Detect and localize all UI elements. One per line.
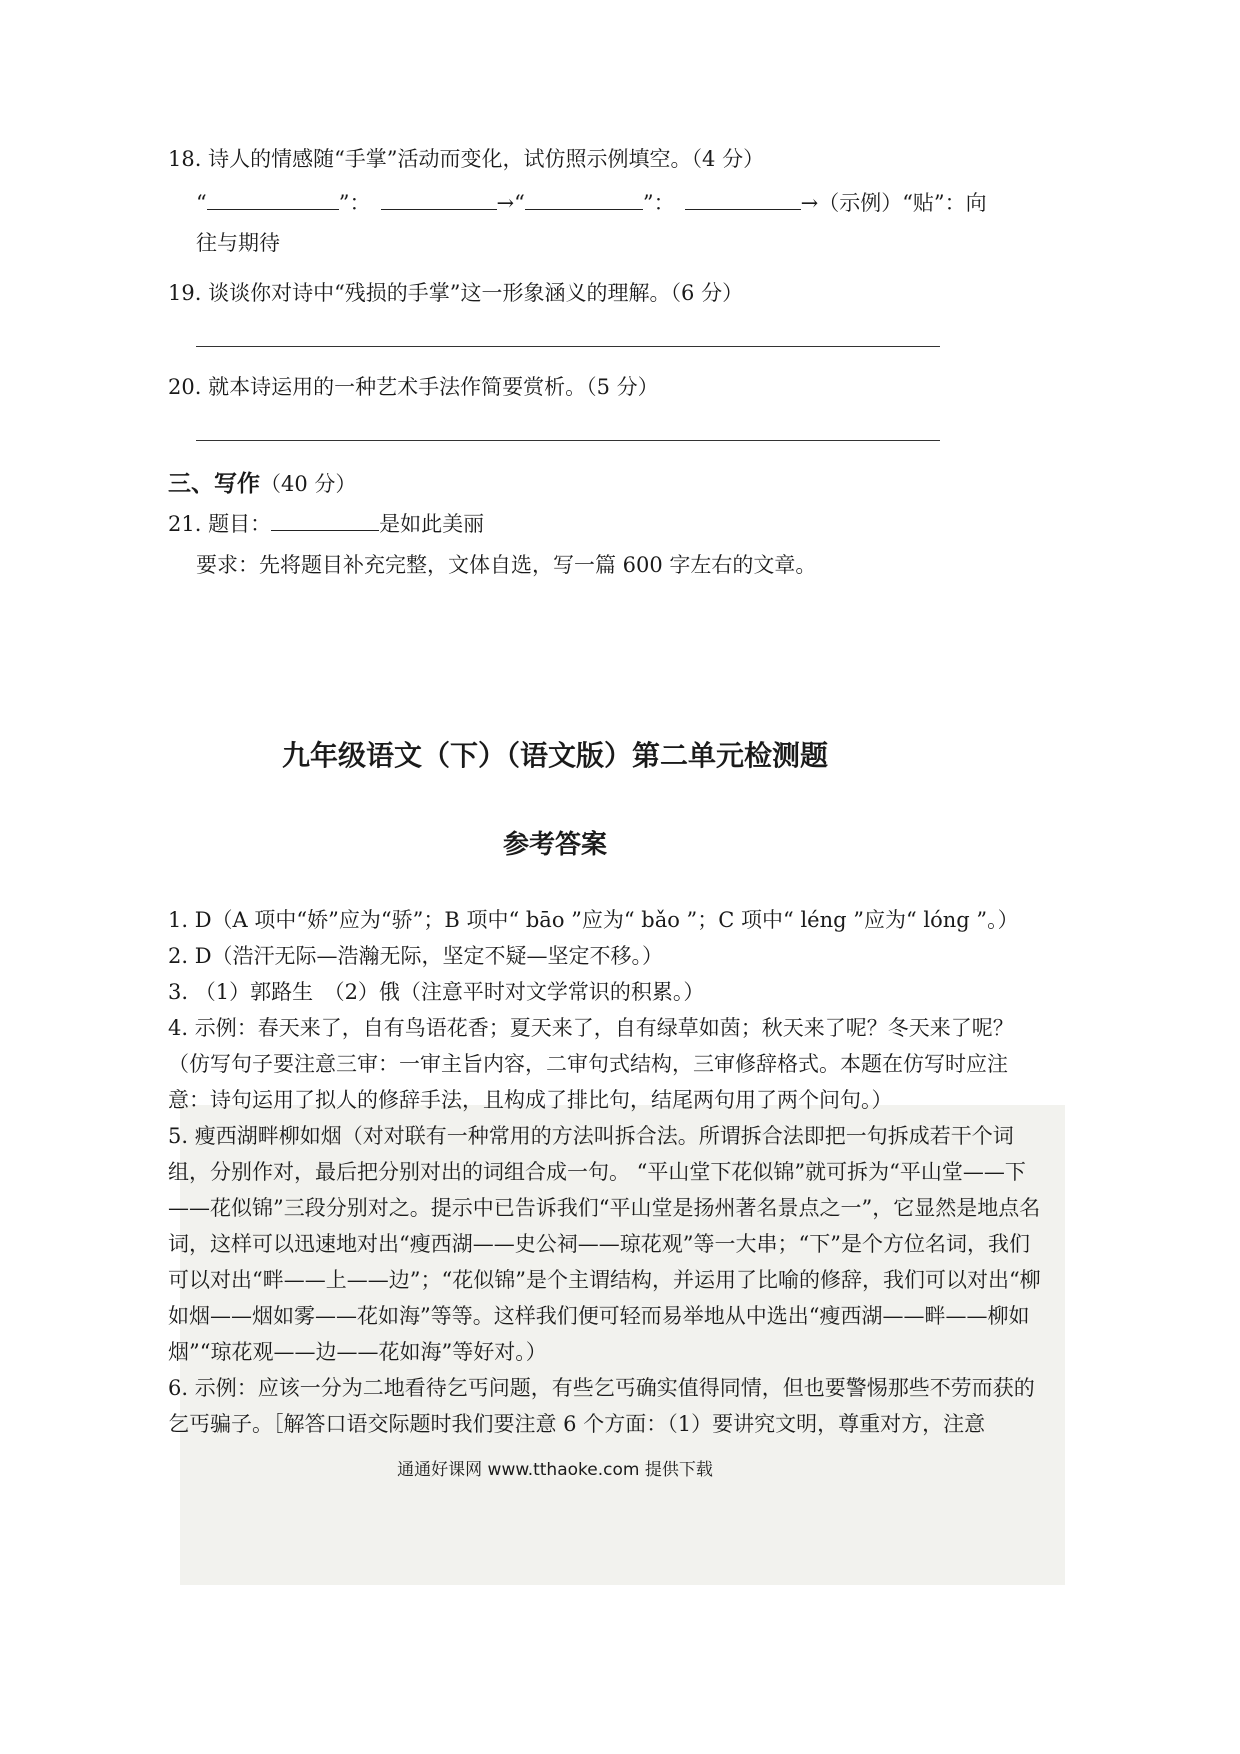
arrow-quote: →“ [496, 191, 525, 215]
question-18-fill-line [196, 186, 987, 220]
question-19-prompt: 19. 谈谈你对诗中“残损的手掌”这一形象涵义的理解。（6 分） [168, 281, 744, 305]
answer-key-subtitle: 参考答案 [502, 830, 607, 860]
question-21-requirement: 要求：先将题目补充完整，文体自选，写一篇 600 字左右的文章。 [196, 553, 817, 577]
answer-line-20[interactable] [196, 440, 940, 441]
answer-item-3: 3. （1）郭路生 （2）俄（注意平时对文学常识的积累。） [168, 980, 705, 1004]
section-3-heading [168, 465, 356, 501]
answer-item-1: 1. D（A 项中“娇”应为“骄”；B 项中“ bāo ”应为“ bǎo ”；C 项中“ léng ”应为“ lóng ”。） [168, 908, 1019, 932]
answer-item-6: 6. 示例：应该一分为二地看待乞丐问题，有些乞丐确实值得同情，但也要警惕那些不劳而获的乞丐骗子。［解答口语交际题时我们要注意 6 个方面：（1）要讲究文明，尊重对方，注意 [168, 1376, 1035, 1436]
answer-line-19[interactable] [196, 346, 940, 347]
quote-close: ”： [642, 191, 675, 215]
answer-blank-1[interactable] [207, 208, 339, 210]
title-blank[interactable] [271, 529, 379, 531]
question-18-tail: 往与期待 [196, 231, 280, 255]
quote-close: ”： [338, 191, 371, 215]
section-points: （40 分） [260, 472, 357, 496]
answer-blank-3[interactable] [525, 208, 643, 210]
question-21-suffix: 是如此美丽 [379, 512, 485, 536]
quote-open: “ [196, 191, 207, 215]
answer-blank-2[interactable] [381, 208, 497, 210]
answer-key-title: 九年级语文（下）（语文版）第二单元检测题 [281, 739, 828, 772]
answer-item-5: 5. 瘦西湖畔柳如烟（对对联有一种常用的方法叫拆合法。所谓拆合法即把一句拆成若干个词组，分别作对，最后把分别对出的词组合成一句。 “平山堂下花似锦”就可拆为“平山堂——下——花似锦”三段分别对之。提示中已告诉我们“平山堂是扬州著名景点之一”，它显然是地点名词，这样可以迅速地对出“瘦西湖——史公祠——琼花观”等一大串；“下”是个方位名词，我们可以对出“畔——上——边”；“花似锦”是个主谓结构，并运用了比喻的修辞，我们可以对出“柳如烟——烟如雾——花如海”等等。这样我们便可轻而易举地从中选出“瘦西湖——畔——柳如烟”“琼花观——边——花如海”等好对。） [168, 1124, 1041, 1364]
answer-item-2: 2. D（浩汗无际—浩瀚无际，坚定不疑—坚定不移。） [168, 944, 664, 968]
answer-item-4: 4. 示例：春天来了，自有鸟语花香；夏天来了，自有绿草如茵；秋天来了呢？冬天来了呢？（仿写句子要注意三审：一审主旨内容，二审句式结构，三审修辞格式。本题在仿写时应注意：诗句运用了拟人的修辞手法，且构成了排比句，结尾两句用了两个问句。） [168, 1016, 1014, 1112]
question-21-label: 21. 题目： [168, 512, 272, 536]
section-title: 三、写作 [168, 471, 260, 497]
question-18-prompt: 18. 诗人的情感随“手掌”活动而变化，试仿照示例填空。（4 分） [168, 147, 765, 171]
arrow-example: →（示例）“贴”：向 [800, 191, 987, 215]
question-21 [168, 507, 484, 541]
question-20-prompt: 20. 就本诗运用的一种艺术手法作简要赏析。（5 分） [168, 375, 659, 399]
footer-credit: 通通好课网 www.tthaoke.com 提供下载 [397, 1460, 713, 1480]
answer-blank-4[interactable] [685, 208, 801, 210]
answer-list [168, 902, 1048, 1442]
